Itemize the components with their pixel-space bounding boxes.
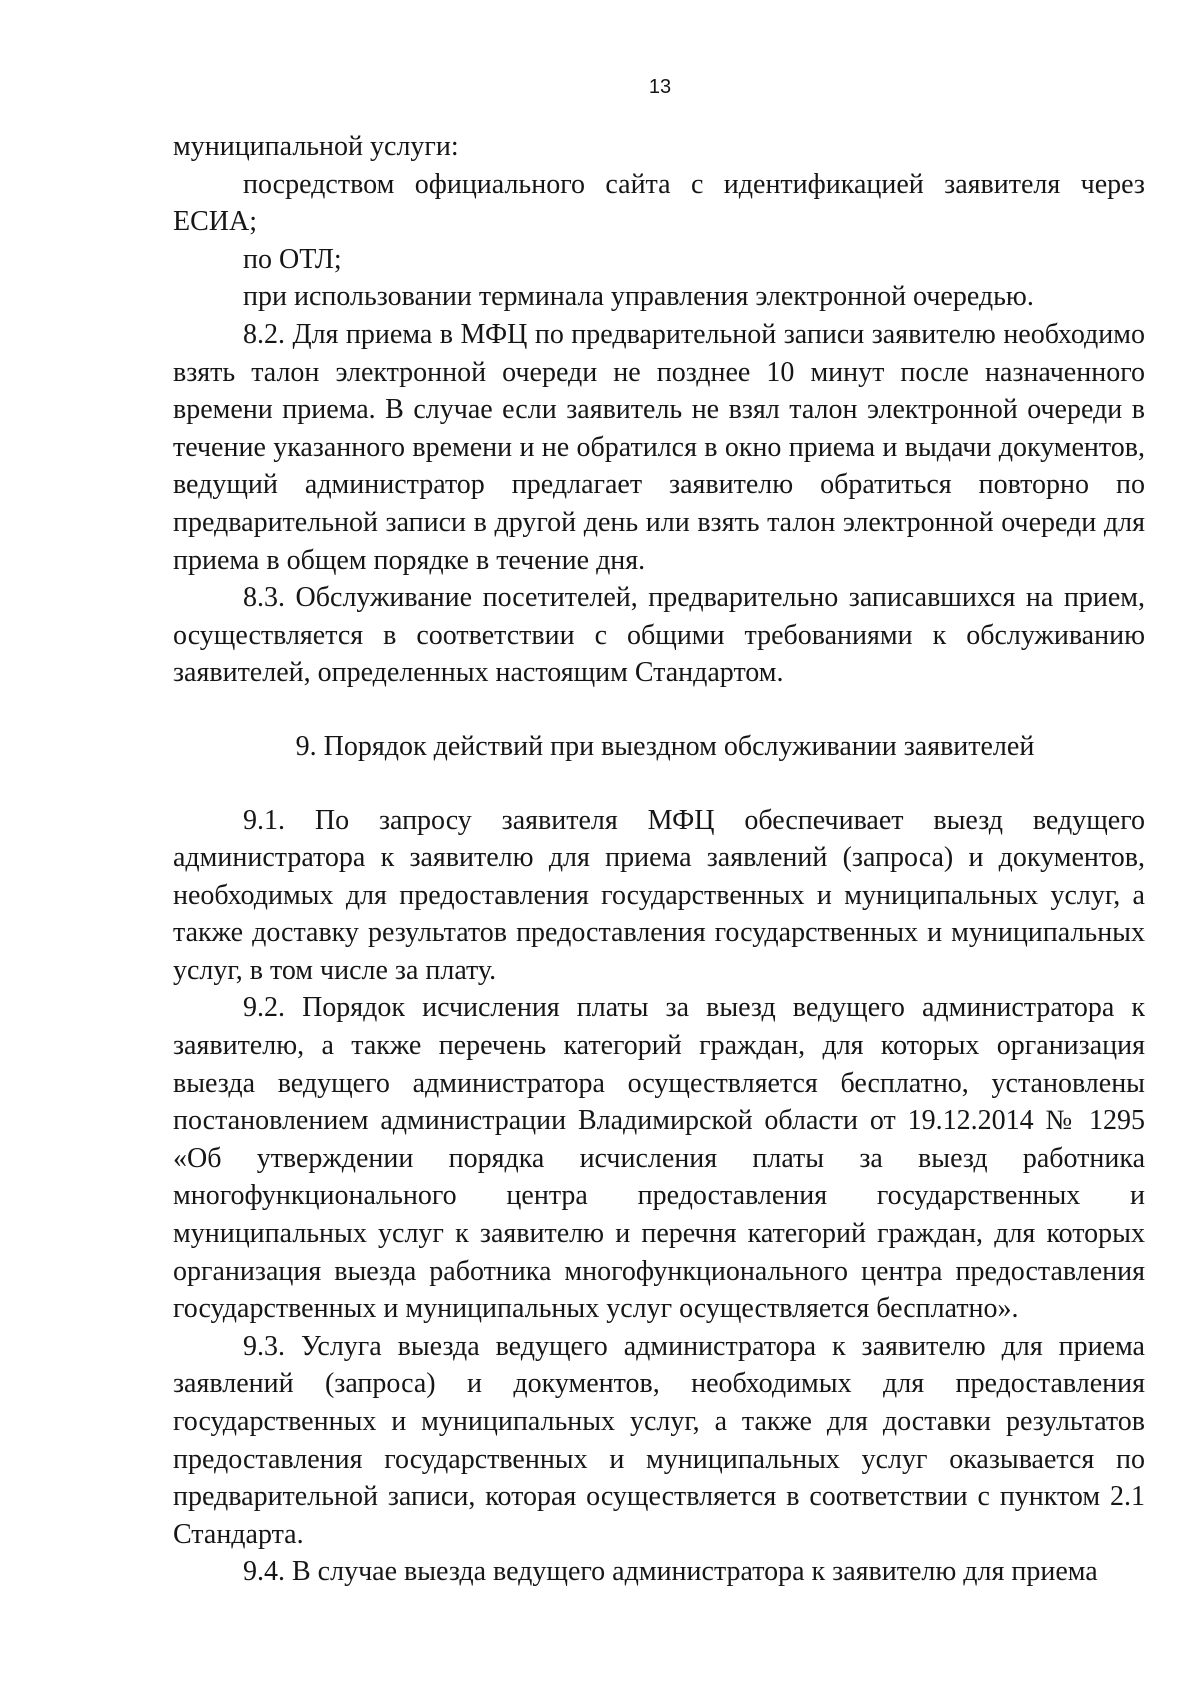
page-number: 13 (648, 76, 672, 98)
paragraph: муниципальной услуги: (173, 131, 459, 162)
paragraph: по ОТЛ; (243, 243, 342, 275)
paragraph-9-3: 9.3. Услуга выезда ведущего администратора к заявителю для приема заявлений (запроса) и документов, необходимых для предоставления государственных и муниципальных услуг, а также для доставки результатов предоставления государственных и муниципальных услуг оказывается по предварительной записи, которая осуществляется в соответствии с пунктом 2.1 Стандарта. (173, 1330, 1145, 1550)
document-body (173, 128, 1145, 1591)
paragraph: при использовании терминала управления электронной очередью. (243, 281, 1034, 313)
paragraph: посредством официального сайта с идентификацией заявителя через ЕСИА; (173, 168, 1145, 238)
paragraph-9-1: 9.1. По запросу заявителя МФЦ обеспечивает выезд ведущего администратора к заявителю для приема заявлений (запроса) и документов, необходимых для предоставления государственных и муниципальных услуг, а также доставку результатов предоставления государственных и муниципальных услуг, в том числе за плату. (173, 804, 1145, 986)
section-heading: 9. Порядок действий при выездном обслуживании заявителей (295, 730, 1035, 762)
paragraph-8-3: 8.3. Обслуживание посетителей, предварительно записавшихся на прием, осуществляется в соответствии с общими требованиями к обслуживанию заявителей, определенных настоящим Стандартом. (173, 582, 1145, 689)
paragraph-9-2: 9.2. Порядок исчисления платы за выезд ведущего администратора к заявителю, а также перечень категорий граждан, для которых организация выезда ведущего администратора осуществляется бесплатно, установлены постановлением администрации Владимирской области от 19.12.2014 № 1295 «Об утверждении порядка исчисления платы за выезд работника многофункционального центра предоставления государственных и муниципальных услуг к заявителю и перечня категорий граждан, для которых организация выезда работника многофункционального центра предоставления государственных и муниципальных услуг осуществляется бесплатно». (173, 992, 1145, 1325)
paragraph-8-2: 8.2. Для приема в МФЦ по предварительной записи заявителю необходимо взять талон электронной очереди не позднее 10 минут после назначенного времени приема. В случае если заявитель не взял талон электронной очереди в течение указанного времени и не обратился в окно приема и выдачи документов, ведущий администратор предлагает заявителю обратиться повторно по предварительной записи в другой день или взять талон электронной очереди для приема в общем порядке в течение дня. (173, 318, 1145, 576)
paragraph-9-4: 9.4. В случае выезда ведущего администратора к заявителю для приема (243, 1556, 1098, 1588)
